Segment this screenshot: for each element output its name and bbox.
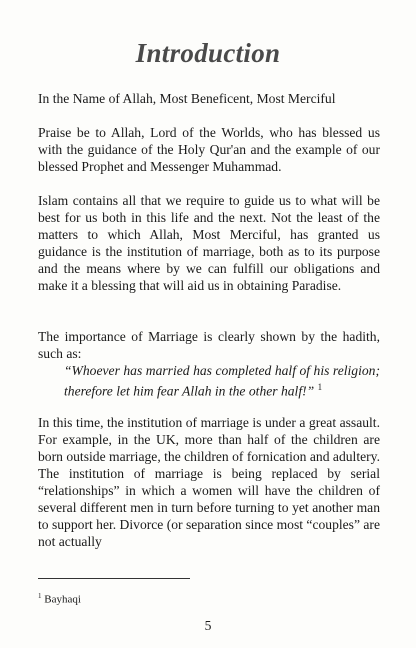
praise-paragraph: Praise be to Allah, Lord of the Worlds, who has blessed us with the guidance of the Holy Qur'an and the example of our blessed Prophet and Messenger Muhammad. [38, 125, 380, 174]
hadith-quote-text: “Whoever has married has completed half of his religion; therefore let him fear Allah in the other half!” [64, 363, 380, 399]
islam-guidance-paragraph: Islam contains all that we require to guide us to what will be best for us both in this life and the next. Not the least of the matters to which Allah, Most Merciful, has granted us guidance is the institution of marriage, both as to its purpose and the means where by we can fulfill our obligations and make it a blessing that will aid us in obtaining Paradise. [38, 193, 380, 293]
basmala-line: In the Name of Allah, Most Beneficent, Most Merciful [38, 91, 336, 106]
footnote-marker: 1 [38, 592, 42, 600]
importance-paragraph: The importance of Marriage is clearly shown by the hadith, such as: [38, 329, 380, 361]
assault-paragraph: In this time, the institution of marriage is under a great assault. For example, in the UK, more than half of the children are born outside marriage, the children of fornication and adultery. The institution of marriage is being replaced by serial “relationships” in which a women will have the children of several different men in turn before turning to yet another man to support her. Divorce (or separation since most “couples” are not actually [38, 415, 380, 549]
footnote-reference: 1 [317, 382, 323, 392]
chapter-title: Introduction [135, 38, 281, 68]
page-number: 5 [204, 618, 212, 633]
footnote-text: Bayhaqi [44, 593, 81, 606]
hadith-quote [64, 362, 380, 400]
footnote-divider [38, 578, 190, 579]
footnote [38, 590, 81, 607]
